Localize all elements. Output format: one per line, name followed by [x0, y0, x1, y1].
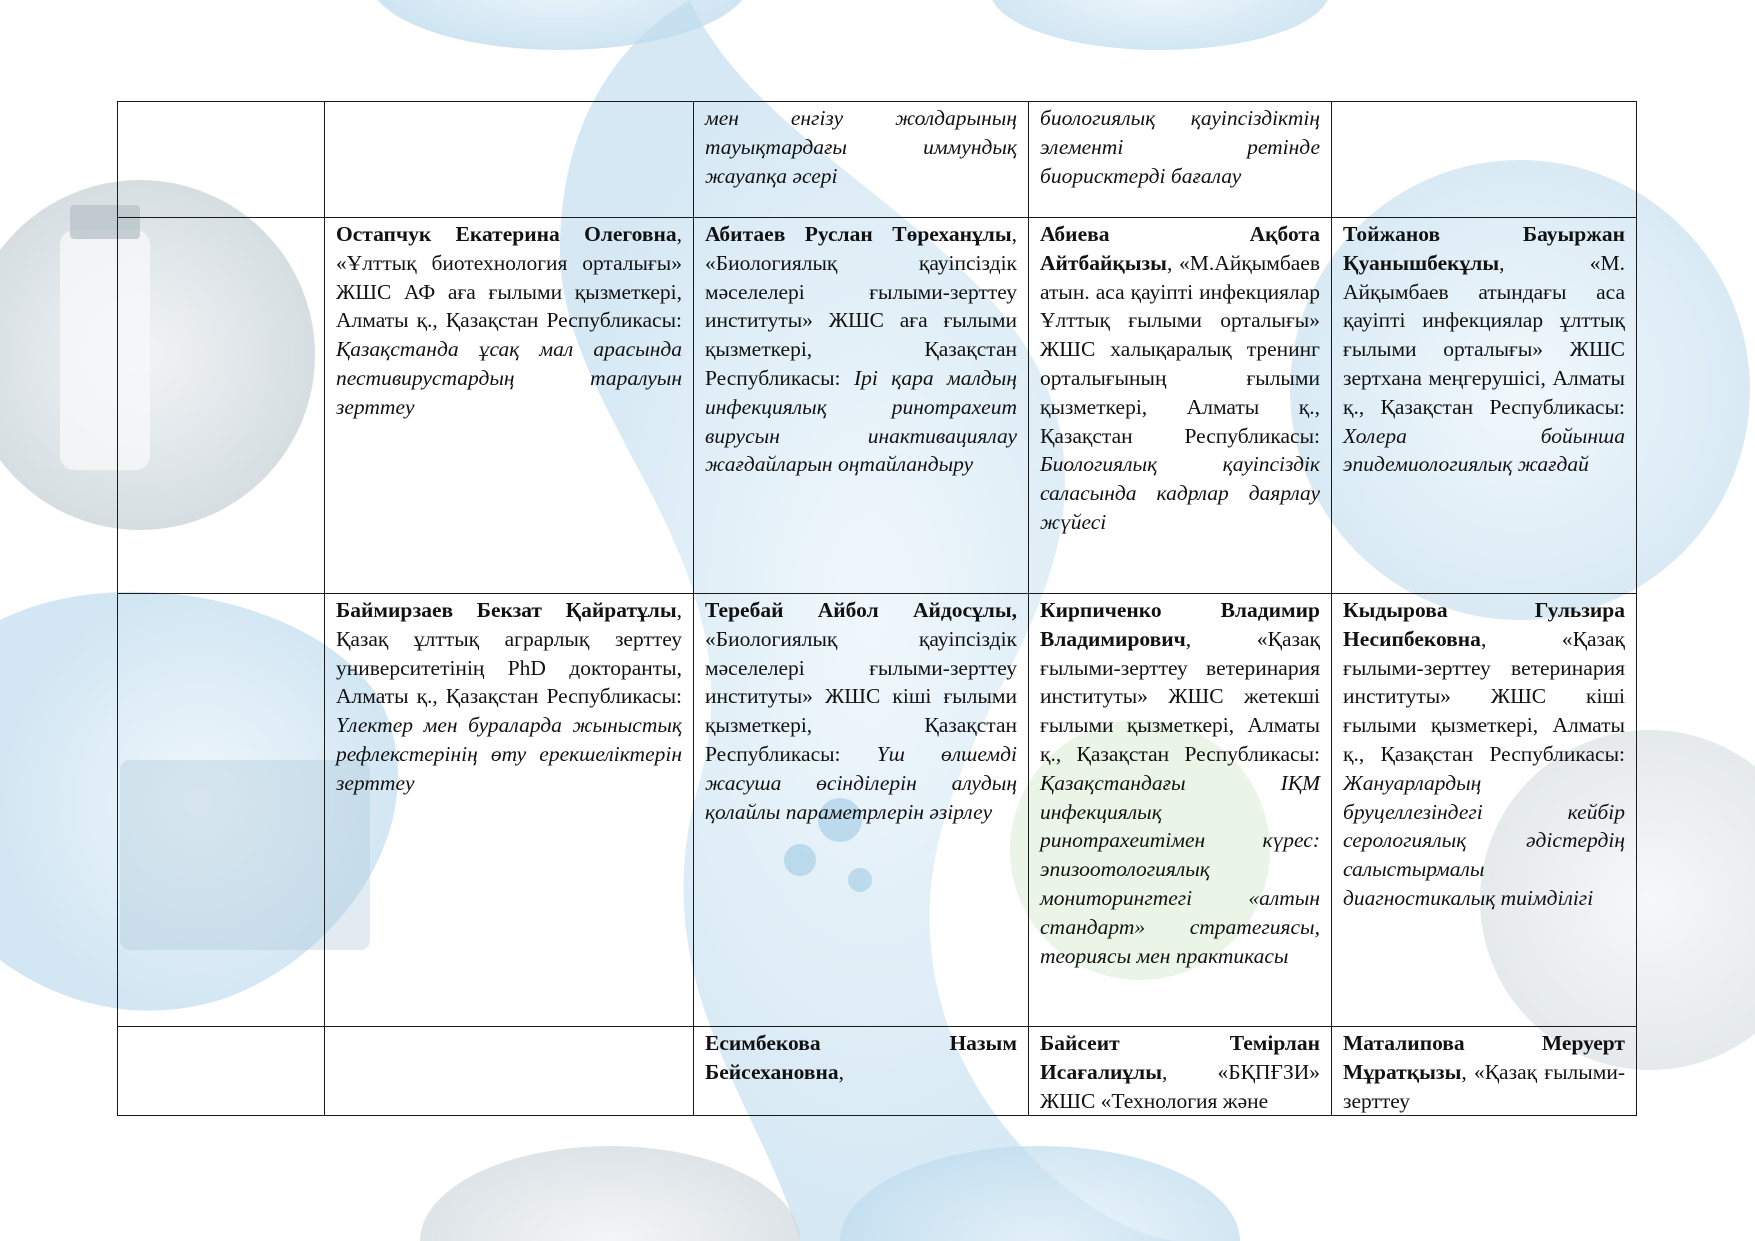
report-topic: мен енгізу жолдарының тауықтардағы иммундық жауапқа әсері: [705, 106, 1017, 188]
table-cell: [694, 102, 1029, 218]
table-cell: [694, 218, 1029, 594]
table-cell: [694, 594, 1029, 1027]
report-topic: Биологиялық қауіпсіздік саласында кадрлар даярлау жүйесі: [1040, 452, 1320, 534]
table-cell: [118, 1027, 325, 1116]
speaker-affiliation: , «Биологиялық қауіпсіздік мәселелері ғылыми-зерттеу институты» ЖШС аға ғылыми қызметкері, Қазақстан Республикасы:: [705, 222, 1017, 390]
table-cell: [325, 594, 694, 1027]
table-cell: [118, 102, 325, 218]
table-row: [118, 102, 1637, 218]
speaker-name: Абитаев Руслан Төреханұлы: [705, 222, 1012, 246]
speaker-name: Кыдырова Гульзира Несипбековна: [1343, 598, 1625, 651]
report-topic: биологиялық қауіпсіздіктің элементі ретінде биорисктерді бағалау: [1040, 106, 1320, 188]
bottom-blob-left: [420, 1146, 800, 1241]
table-row: [118, 1027, 1637, 1116]
table-cell: [1029, 218, 1332, 594]
table-cell: [1029, 594, 1332, 1027]
table-cell: [325, 1027, 694, 1116]
speaker-affiliation: , «Қазақ ғылыми-зерттеу ветеринария институты» ЖШС кіші ғылыми қызметкері, Алматы қ., Қазақстан Республикасы:: [1343, 626, 1625, 766]
speaker-affiliation: , «М. Айқымбаев атындағы аса қауіпті инфекциялар ұлттық ғылыми орталығы» ЖШС зертхана меңгерушісі, Алматы қ., Қазақстан Республикасы:: [1343, 250, 1625, 419]
report-topic: Ірі қара малдың инфекциялық ринотрахеит вирусын инактивациялау жағдайларын оңтайландыру: [705, 365, 1018, 477]
speaker-affiliation: , «М.Айқымбаев атын. аса қауіпті инфекциялар Ұлттық ғылыми орталығы» ЖШС халықаралық тренинг орталығының ғылыми қызметкері, Алматы қ., Қазақстан Республикасы:: [1040, 250, 1320, 448]
table-row: [118, 594, 1637, 1027]
speaker-name: Баймирзаев Бекзат Қайратұлы: [336, 598, 677, 622]
report-topic: Холера бойынша эпидемиологиялық жағдай: [1343, 423, 1625, 477]
speaker-name: Теребай Айбол Айдосұлы,: [705, 598, 1017, 622]
report-topic: Үш өлшемді жасуша өсінділерін алудың қолайлы параметрлерін әзірлеу: [705, 741, 1017, 824]
table-cell: [118, 218, 325, 594]
top-blob-right: [990, 0, 1330, 50]
speaker-name: Байсеит Темірлан Исағалиұлы: [1040, 1031, 1320, 1084]
report-topic: Үлектер мен бураларда жыныстық рефлекстерінің өту ерекшеліктерін зерттеу: [336, 713, 682, 795]
report-topic: Қазақстандағы ІҚМ инфекциялық ринотрахеитімен күрес: эпизоотологиялық мониторингтегі «алтын стандарт» стратегиясы, теориясы мен практикасы: [1040, 770, 1320, 968]
table-cell: [1029, 1027, 1332, 1116]
table-row: [118, 218, 1637, 594]
table-cell: [1332, 1027, 1637, 1116]
table-cell: [325, 102, 694, 218]
speaker-affiliation: ,: [838, 1059, 845, 1084]
table-cell: [694, 1027, 1029, 1116]
speaker-name: Тойжанов Бауыржан Қуанышбекұлы: [1343, 222, 1625, 275]
speaker-affiliation: , «Қазақ ғылыми-зерттеу: [1343, 1059, 1625, 1113]
report-topic: Қазақстанда ұсақ мал арасында пестивирустардың таралуын зерттеу: [336, 337, 682, 419]
table-cell: [1332, 102, 1637, 218]
table-cell: [1332, 218, 1637, 594]
speaker-affiliation: , «Қазақ ғылыми-зерттеу ветеринария институты» ЖШС жетекші ғылыми қызметкері, Алматы қ., Қазақстан Республикасы:: [1040, 626, 1320, 766]
speaker-affiliation: «Биологиялық қауіпсіздік мәселелері ғылыми-зерттеу институты» ЖШС кіші ғылыми қызметкері, Қазақстан Республикасы:: [705, 626, 1017, 766]
speaker-name: Маталипова Меруерт Мұратқызы: [1343, 1031, 1625, 1084]
speaker-name: Остапчук Екатерина Олеговна: [336, 222, 677, 246]
speaker-name: Кирпиченко Владимир Владимирович: [1040, 598, 1320, 651]
speaker-affiliation: , «БҚПҒЗИ» ЖШС «Технология және: [1040, 1059, 1320, 1113]
speaker-name: Абиева Ақбота Айтбайқызы: [1040, 222, 1320, 275]
speaker-affiliation: , Қазақ ұлттық аграрлық зерттеу университетінің PhD докторанты, Алматы қ., Қазақстан Республикасы:: [336, 598, 682, 709]
speaker-name: Есимбекова Назым Бейсехановна: [705, 1031, 1017, 1084]
report-topic: Жануарлардың бруцеллезіндегі кейбір серологиялық әдістердің салыстырмалы диагностикалық тиімділігі: [1343, 770, 1625, 910]
table-cell: [118, 594, 325, 1027]
table-cell: [1029, 102, 1332, 218]
table-cell: [1332, 594, 1637, 1027]
table-cell: [325, 218, 694, 594]
speaker-affiliation: , «Ұлттық биотехнология орталығы» ЖШС АФ аға ғылыми қызметкері, Алматы қ., Қазақстан Республикасы:: [336, 222, 682, 333]
program-table: [117, 101, 1637, 1116]
